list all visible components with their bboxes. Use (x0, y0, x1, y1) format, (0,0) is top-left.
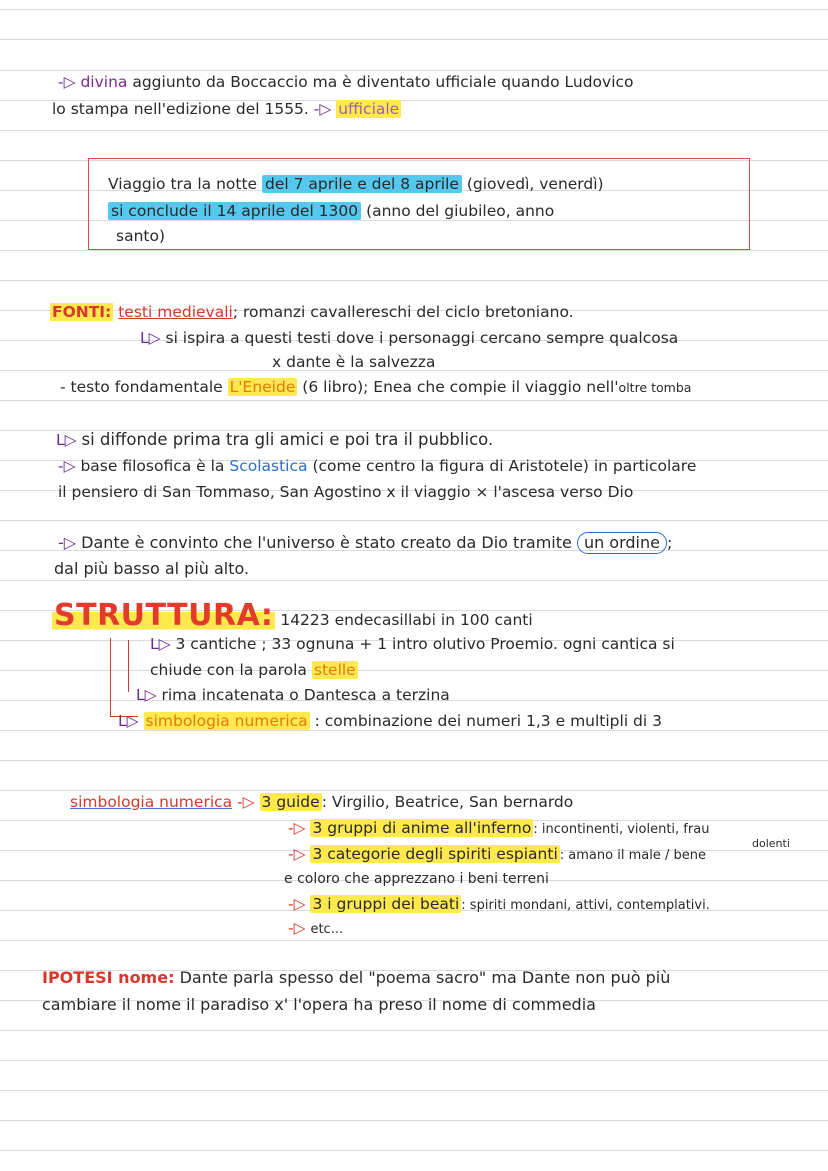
fonti-text: base filosofica è la (80, 457, 225, 475)
simbologia-line-5 (288, 916, 828, 942)
fonti-line-4 (60, 375, 828, 400)
struttura-bracket (110, 638, 111, 716)
simbologia-line-3 (288, 842, 828, 868)
ipotesi-line-1 (42, 966, 828, 990)
struttura-title: STRUTTURA: (54, 598, 274, 633)
arrow-icon: -▷ (58, 73, 76, 91)
box-text: Viaggio tra la notte (108, 175, 258, 193)
simbologia-small-note: dolenti (752, 837, 790, 850)
dante-text: ; (666, 533, 673, 552)
struttura-bracket-inner (128, 640, 129, 692)
fonti-text: si ispira a questi testi dove i personaggi cercano sempre qualcosa (165, 329, 679, 347)
intro-line-2 (52, 97, 828, 121)
fonti-text: (6 libro); Enea che compie il viaggio nell' (302, 378, 619, 396)
struttura-line-4 (136, 683, 828, 707)
simbologia-text: : incontinenti, violenti, frau (533, 822, 710, 837)
intro-line-1 (58, 70, 828, 94)
fonti-line-6 (58, 454, 828, 478)
highlight-ufficiale: ufficiale (338, 100, 400, 118)
intro-text: aggiunto da Boccaccio ma è diventato ufficiale quando Ludovico (132, 73, 634, 91)
simbologia-text: : Virgilio, Beatrice, San bernardo (321, 793, 574, 811)
arrow-icon: -▷ (288, 819, 306, 837)
arrow-icon: -▷ (288, 895, 306, 913)
simbologia-text: etc... (310, 922, 344, 937)
struttura-text: 3 cantiche ; 33 ognuna + 1 intro olutivo Proemio. ogni cantica si (175, 635, 675, 653)
box-text: santo) (116, 227, 166, 245)
fonti-text: si diffonde prima tra gli amici e poi tra il pubblico. (81, 430, 494, 449)
dante-line-1 (58, 531, 828, 555)
highlight-3-guide: 3 guide (261, 793, 320, 811)
highlight-stelle: stelle (313, 661, 356, 679)
ipotesi-text: Dante parla spesso del "poema sacro" ma Dante non può più (179, 968, 671, 987)
fonti-underlined: testi medievali (118, 303, 233, 321)
fonti-text-small: oltre tomba (618, 380, 692, 395)
keyword-divina: divina (80, 73, 128, 91)
ipotesi-text: cambiare il nome il paradiso x' l'opera ha preso il nome di commedia (42, 995, 596, 1014)
fonti-text: (come centro la figura di Aristotele) in particolare (312, 457, 697, 475)
simbologia-line-2 (288, 816, 828, 842)
keyword-scolastica: Scolastica (229, 457, 308, 475)
fonti-line-2 (140, 326, 828, 350)
arrow-icon: -▷ (237, 793, 255, 811)
arrow-icon: L▷ (136, 686, 157, 704)
box-text: (giovedì, venerdì) (466, 175, 604, 193)
fonti-text: ; romanzi cavallereschi del ciclo bretoniano. (232, 303, 574, 321)
simbologia-label: simbologia numerica (70, 793, 233, 811)
highlight-3-gruppi: 3 gruppi di anime all'inferno (312, 819, 532, 837)
arrow-icon: -▷ (288, 919, 306, 937)
dante-text: Dante è convinto che l'universo è stato creato da Dio tramite (81, 533, 572, 552)
intro-text: lo stampa nell'edizione del 1555. (52, 100, 309, 118)
simbologia-text: e coloro che apprezzano i beni terreni (284, 871, 549, 887)
fonti-line-5 (56, 428, 828, 452)
struttura-text: chiude con la parola (150, 661, 307, 679)
arrow-icon: L▷ (150, 635, 171, 653)
fonti-label: FONTI: (52, 303, 112, 321)
simbologia-text: : amano il male / bene (559, 848, 706, 863)
fonti-line-7 (58, 480, 828, 504)
fonti-text: x dante è la salvezza (272, 353, 436, 371)
arrow-icon: L▷ (140, 329, 161, 347)
struttura-text: rima incatenata o Dantesca a terzina (161, 686, 450, 704)
arrow-icon: -▷ (58, 457, 76, 475)
highlight-eneide: L'Eneide (229, 378, 296, 396)
ipotesi-line-2 (42, 993, 828, 1017)
dante-text: dal più basso al più alto. (54, 559, 250, 578)
struttura-line-5 (118, 709, 828, 733)
box-text: (anno del giubileo, anno (366, 202, 555, 220)
highlight-simbologia: simbologia numerica (145, 712, 308, 730)
highlight-3-categorie: 3 categorie degli spiriti espianti (312, 845, 558, 863)
arrow-icon: L▷ (118, 712, 139, 730)
arrow-icon: L▷ (56, 431, 77, 449)
dante-line-2 (54, 557, 828, 581)
arrow-icon: -▷ (58, 533, 77, 552)
ipotesi-label: IPOTESI nome: (42, 968, 175, 987)
struttura-text: : combinazione dei numeri 1,3 e multipli di 3 (314, 712, 662, 730)
struttura-line-2 (150, 632, 828, 656)
struttura-text: 14223 endecasillabi in 100 canti (280, 611, 533, 629)
box-line-1 (108, 172, 828, 196)
box-line-2 (108, 199, 828, 223)
struttura-line-3 (150, 658, 828, 682)
fonti-line-1 (50, 300, 828, 324)
arrow-icon: -▷ (313, 100, 332, 118)
arrow-icon: -▷ (288, 845, 306, 863)
highlight-dates: del 7 aprile e del 8 aprile (262, 175, 462, 193)
box-line-3 (116, 224, 828, 248)
fonti-line-3 (272, 350, 828, 374)
simbologia-line-1 (70, 790, 828, 814)
fonti-text: il pensiero di San Tommaso, San Agostino x il viaggio × l'ascesa verso Dio (58, 483, 634, 501)
fonti-text: - testo fondamentale (60, 378, 223, 396)
simbologia-line-3b (284, 866, 828, 891)
highlight-end-date: si conclude il 14 aprile del 1300 (108, 202, 361, 220)
simbologia-line-4 (288, 892, 828, 918)
simbologia-text: : spiriti mondani, attivi, contemplativi. (461, 898, 710, 913)
highlight-3-gruppi-beati: 3 i gruppi dei beati (312, 895, 460, 913)
circled-un-ordine: un ordine (577, 532, 667, 554)
